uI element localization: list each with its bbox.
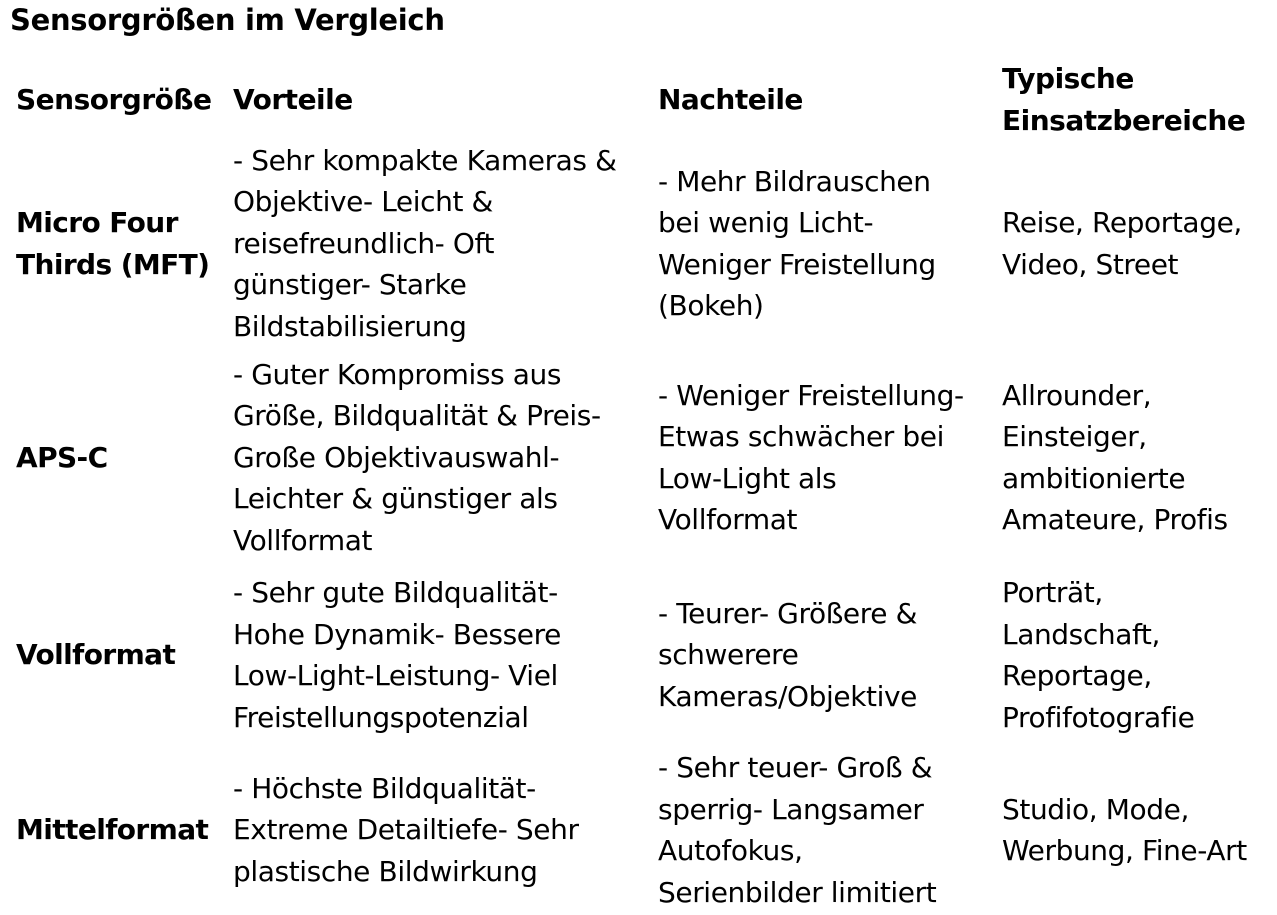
row-cell-einsatzbereiche [1002, 202, 1242, 285]
row-cell-vorteile [233, 354, 601, 562]
row-cell-einsatzbereiche-line: Porträt, [1002, 576, 1103, 609]
row-cell-einsatzbereiche [1002, 572, 1194, 738]
row-cell-vorteile-line: reisefreundlich- Oft [233, 226, 495, 260]
row-cell-vorteile-line: Low-Light-Leistung- Viel [233, 659, 558, 692]
row-cell-vorteile-line: günstiger- Starke [233, 268, 467, 302]
row-cell-nachteile-line: Weniger Freistellung [658, 247, 936, 281]
row-sensor-name [16, 202, 209, 285]
row-cell-einsatzbereiche-line: Werbung, Fine-Art [1002, 834, 1247, 867]
row-cell-vorteile-line: Objektive- Leicht & [233, 185, 493, 219]
row-cell-einsatzbereiche-line: Einsteiger, [1002, 420, 1147, 453]
row-cell-nachteile-line: Vollformat [658, 503, 798, 536]
row-cell-nachteile-line: schwerere [658, 638, 799, 672]
row-cell-einsatzbereiche-line: Profifotografie [1002, 700, 1195, 734]
row-cell-vorteile [233, 140, 617, 348]
row-cell-nachteile [658, 375, 964, 541]
column-header-sensorgroesse [16, 79, 212, 121]
row-sensor-name-line: Mittelformat [16, 813, 209, 847]
row-cell-einsatzbereiche [1002, 375, 1228, 541]
row-cell-vorteile [233, 768, 579, 893]
row-cell-nachteile-line: - Sehr teuer- Groß & [658, 751, 933, 784]
row-cell-einsatzbereiche-line: Amateure, Profis [1002, 503, 1228, 536]
row-cell-einsatzbereiche-line: ambitionierte [1002, 461, 1186, 495]
page-title: Sensorgrößen im Vergleich [10, 3, 445, 37]
row-cell-einsatzbereiche-line: Studio, Mode, [1002, 792, 1189, 826]
row-cell-vorteile-line: Leichter & günstiger als [233, 482, 558, 516]
row-cell-nachteile-line: sperrig- Langsamer [658, 792, 924, 826]
row-cell-vorteile-line: Größe, Bildqualität & Preis- [233, 399, 601, 433]
row-cell-nachteile-line: Autofokus, [658, 834, 803, 867]
column-header-einsatzbereiche-line: Typische [1002, 62, 1134, 95]
column-header-vorteile-line: Vorteile [233, 82, 353, 116]
row-sensor-name-line: Thirds (MFT) [16, 247, 210, 281]
row-cell-vorteile-line: plastische Bildwirkung [233, 854, 538, 888]
row-cell-einsatzbereiche-line: Landschaft, [1002, 617, 1161, 651]
row-sensor-name-line: Micro Four [16, 206, 178, 239]
row-cell-nachteile-line: - Mehr Bildrauschen [658, 164, 931, 198]
row-sensor-name [16, 634, 175, 676]
row-sensor-name-line: APS-C [16, 440, 108, 474]
row-sensor-name [16, 437, 108, 479]
row-cell-vorteile-line: - Sehr gute Bildqualität- [233, 576, 558, 609]
column-header-einsatzbereiche-line: Einsatzbereiche [1002, 103, 1246, 137]
row-cell-vorteile-line: Vollformat [233, 523, 373, 557]
row-cell-vorteile-line: Hohe Dynamik- Bessere [233, 617, 561, 651]
column-header-sensorgroesse-line: Sensorgröße [16, 82, 212, 116]
column-header-nachteile [658, 79, 803, 121]
row-cell-einsatzbereiche [1002, 789, 1247, 872]
row-cell-vorteile-line: Extreme Detailtiefe- Sehr [233, 813, 579, 847]
row-cell-nachteile-line: Serienbilder limitiert [658, 875, 937, 909]
row-cell-nachteile-line: Low-Light als [658, 461, 837, 495]
column-header-vorteile [233, 79, 353, 121]
row-cell-einsatzbereiche-line: Reise, Reportage, [1002, 206, 1242, 239]
row-cell-vorteile [233, 572, 561, 738]
row-cell-nachteile [658, 593, 917, 718]
row-cell-vorteile-line: Bildstabilisierung [233, 309, 467, 343]
row-cell-nachteile-line: bei wenig Licht- [658, 206, 874, 239]
row-sensor-name [16, 809, 208, 851]
row-cell-nachteile-line: - Weniger Freistellung- [658, 378, 964, 412]
row-cell-einsatzbereiche-line: Reportage, [1002, 659, 1152, 692]
column-header-nachteile-line: Nachteile [658, 82, 803, 116]
row-cell-vorteile-line: Freistellungspotenzial [233, 700, 529, 734]
row-cell-nachteile-line: - Teurer- Größere & [658, 596, 918, 630]
row-cell-nachteile [658, 161, 936, 327]
row-cell-vorteile-line: - Höchste Bildqualität- [233, 771, 536, 805]
row-cell-vorteile-line: Große Objektivauswahl- [233, 440, 560, 474]
row-cell-vorteile-line: - Guter Kompromiss aus [233, 357, 562, 391]
row-sensor-name-line: Vollformat [16, 638, 176, 672]
row-cell-nachteile-line: Kameras/Objektive [658, 679, 918, 713]
row-cell-nachteile [658, 747, 936, 913]
row-cell-nachteile-line: (Bokeh) [658, 289, 764, 322]
row-cell-einsatzbereiche-line: Allrounder, [1002, 378, 1152, 412]
row-cell-nachteile-line: Etwas schwächer bei [658, 420, 944, 453]
row-cell-vorteile-line: - Sehr kompakte Kameras & [233, 143, 617, 177]
row-cell-einsatzbereiche-line: Video, Street [1002, 247, 1179, 281]
column-header-einsatzbereiche [1002, 58, 1245, 141]
